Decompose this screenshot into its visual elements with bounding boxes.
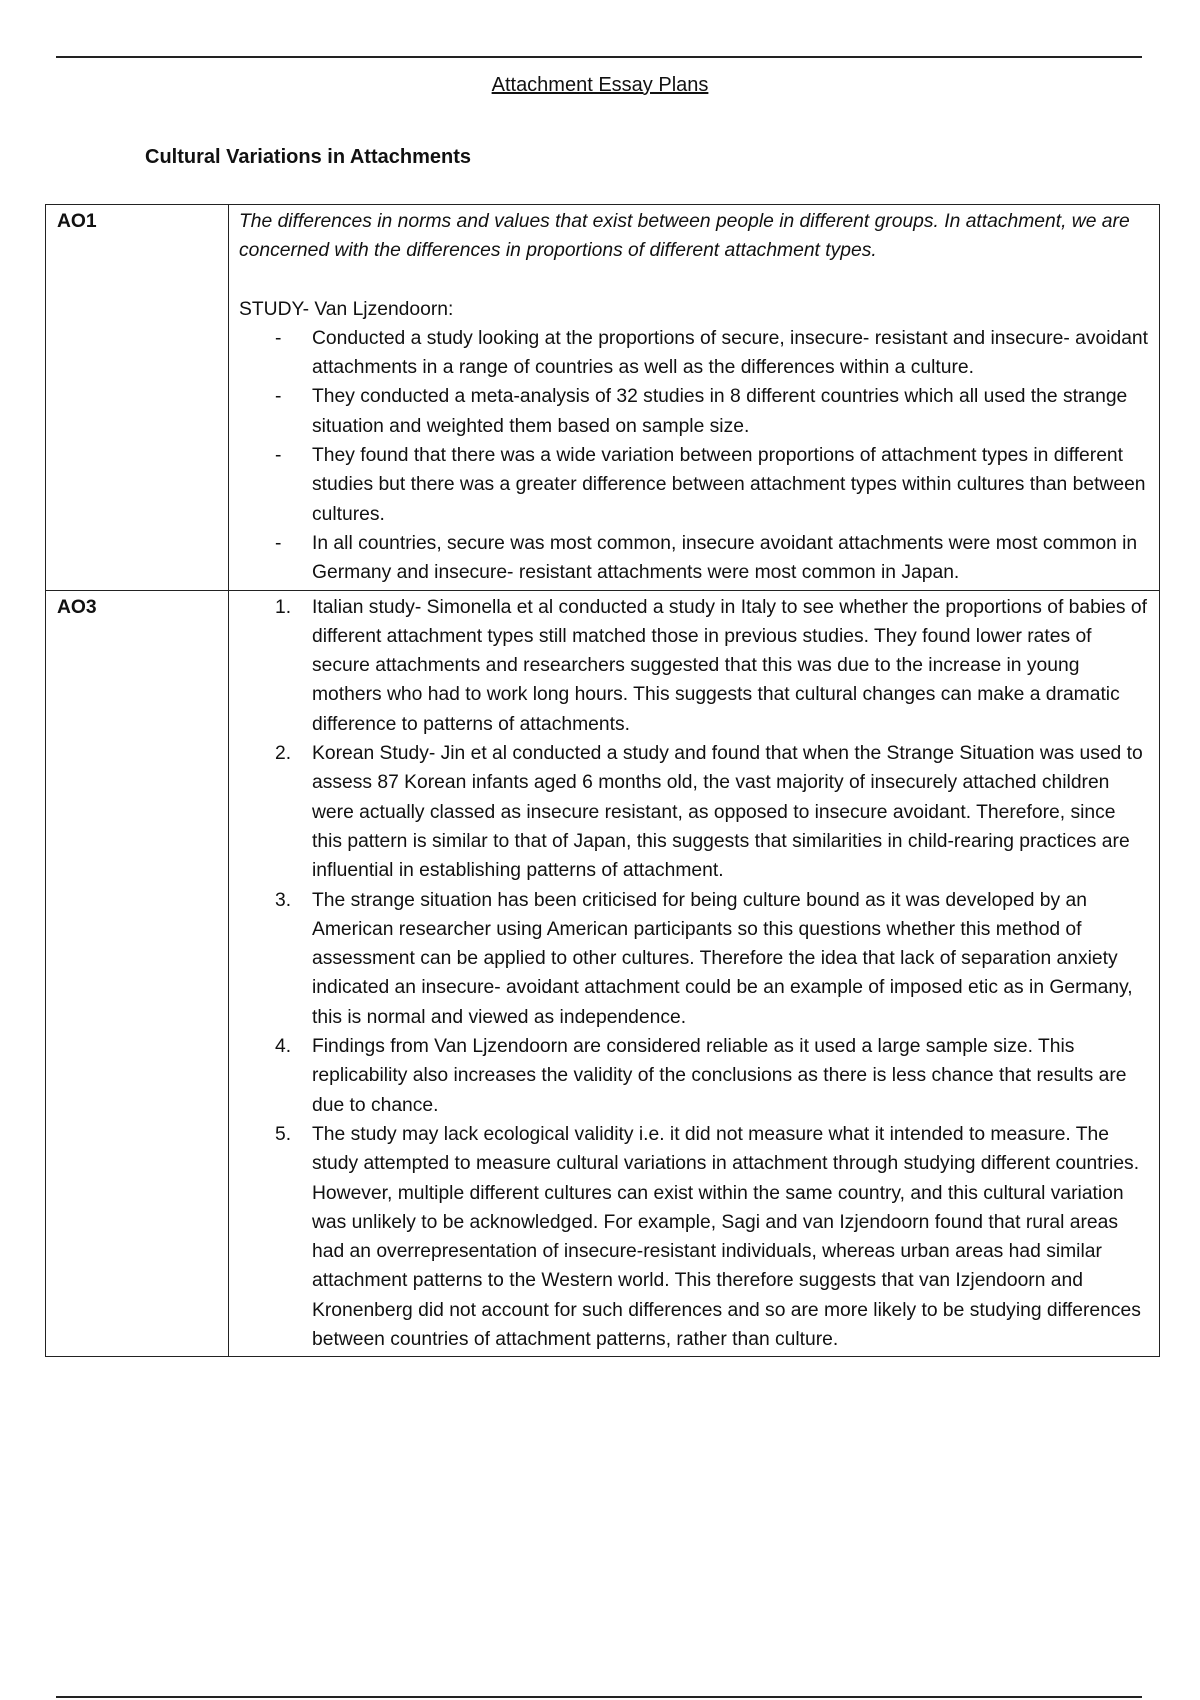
point-number: 4. [275, 1036, 292, 1058]
ao3-point-list [239, 593, 1149, 1355]
ao1-bullet: - In all countries, secure was most common, insecure avoidant attachments were most common in Germany and insecure- resistant attachments were most common in Japan. [312, 529, 1149, 588]
spacer [239, 266, 1149, 295]
point-text: The strange situation has been criticised for being culture bound as it was developed by an American researcher using American participants so this questions whether this method of assessment can be applied to other cultures. Therefore the idea that lack of separation anxiety indicated an insecure- avoidant attachment could be an example of imposed etic as in Germany, this is normal and viewed as independence. [312, 889, 1133, 1028]
essay-plan-table [45, 204, 1160, 1357]
point-number: 1. [275, 596, 292, 618]
point-text: Italian study- Simonella et al conducted a study in Italy to see whether the proportions of babies of different attachment types still matched those in previous studies. They found lower rates of secure attachments and researchers suggested that this was due to the increase in young mothers who had to work long hours. This suggests that cultural changes can make a dramatic difference to patterns of attachments. [312, 596, 1147, 735]
study-heading: STUDY- Van Ljzendoorn: [239, 298, 454, 320]
point-number: 2. [275, 743, 292, 765]
section-heading: Cultural Variations in Attachments [145, 146, 471, 168]
ao1-bullet: - They found that there was a wide variation between proportions of attachment types in different studies but there was a greater difference between attachment types within cultures than between cultures. [312, 441, 1149, 529]
ao3-point [275, 1032, 1149, 1120]
ao3-label: AO3 [46, 590, 229, 1357]
ao1-definition: The differences in norms and values that exist between people in different groups. In attachment, we are concerned with the differences in proportions of different attachment types. [239, 211, 1130, 262]
ao3-point [275, 739, 1149, 885]
ao1-label: AO1 [46, 205, 229, 591]
ao1-bullet: - Conducted a study looking at the proportions of secure, insecure- resistant and insecure- avoidant attachments in a range of countries as well as the differences within a culture. [312, 324, 1149, 383]
ao3-point [275, 593, 1149, 739]
point-text: The study may lack ecological validity i.e. it did not measure what it intended to measure. The study attempted to measure cultural variations in attachment through studying different countries. However, multiple different cultures can exist within the same country, and this cultural variation was unlikely to be acknowledged. For example, Sagi and van Izjendoorn found that rural areas had an overrepresentation of insecure-resistant individuals, whereas urban areas had similar attachment patterns to the Western world. This therefore suggests that van Izjendoorn and Kronenberg did not account for such differences and so are more likely to be studying differences between countries of attachment patterns, rather than culture. [312, 1123, 1141, 1350]
ao1-row [46, 205, 1160, 591]
document-title: Attachment Essay Plans [491, 74, 709, 96]
ao3-content [229, 590, 1160, 1357]
point-number: 5. [275, 1123, 292, 1145]
ao1-bullet: - They conducted a meta-analysis of 32 studies in 8 different countries which all used the strange situation and weighted them based on sample size. [312, 382, 1149, 441]
ao3-point [275, 1120, 1149, 1354]
point-text: Findings from Van Ljzendoorn are considered reliable as it used a large sample size. This replicability also increases the validity of the conclusions as there is less chance that results are due to chance. [312, 1036, 1127, 1116]
ao1-content [229, 205, 1160, 591]
footer-rule [56, 1696, 1142, 1698]
ao3-point [275, 886, 1149, 1032]
ao3-row [46, 590, 1160, 1357]
ao1-bullet-list [239, 324, 1149, 588]
header-rule [56, 56, 1142, 58]
point-text: Korean Study- Jin et al conducted a study and found that when the Strange Situation was used to assess 87 Korean infants aged 6 months old, the vast majority of insecurely attached children were actually classed as insecure resistant, as opposed to insecure avoidant. Therefore, since this pattern is similar to that of Japan, this suggests that similarities in child-rearing practices are influential in establishing patterns of attachment. [312, 743, 1143, 882]
point-number: 3. [275, 889, 292, 911]
